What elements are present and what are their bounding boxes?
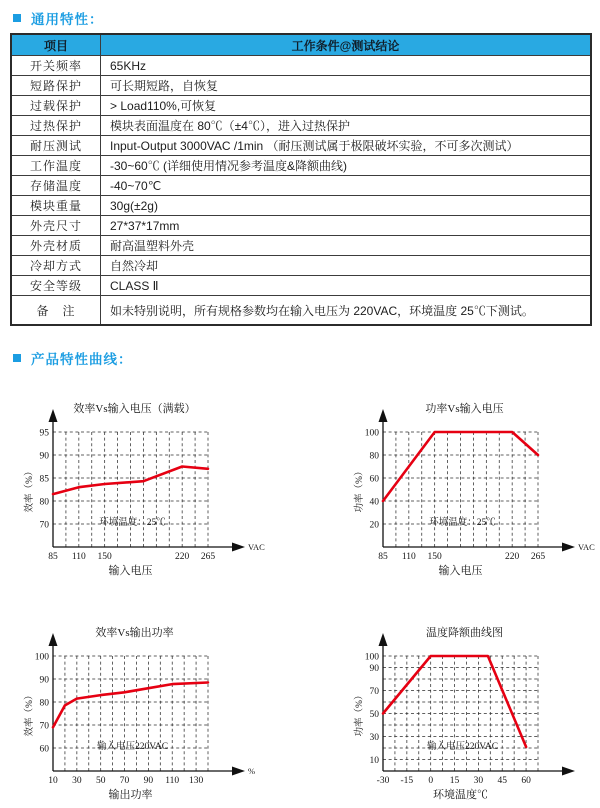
row-value: 耐高温塑料外壳 (101, 236, 592, 256)
table-row (11, 196, 591, 216)
row-label: 冷却方式 (11, 256, 101, 276)
section-title: 产品特性曲线： (31, 352, 133, 367)
y-tick-label: 50 (369, 709, 379, 720)
row-label: 备 注 (11, 296, 101, 326)
x-tick-label: 130 (188, 776, 204, 786)
table-row (11, 256, 591, 276)
x-tick-label: 220 (175, 552, 190, 562)
row-label: 外壳材质 (11, 236, 101, 256)
chart-efficiency-vs-input-voltage (20, 396, 270, 584)
x-axis-unit: VAC (248, 542, 265, 552)
x-tick-label: 0 (428, 776, 434, 786)
chart-title: 效率Vs输入电压（满载） (73, 403, 196, 415)
x-axis-unit: % (248, 766, 256, 776)
y-axis-label: 效率（%） (25, 690, 35, 737)
y-tick-label: 20 (369, 520, 379, 531)
section-general-features (13, 8, 104, 28)
x-tick-label: 110 (401, 552, 416, 562)
y-axis-label: 功率（%） (355, 466, 365, 513)
chart-canvas (350, 620, 600, 808)
y-axis-arrow-icon (379, 633, 388, 646)
x-axis-arrow-icon (562, 543, 575, 552)
x-tick-label: -15 (400, 776, 414, 786)
chart-title: 功率Vs输入电压 (425, 403, 504, 415)
chart-canvas (350, 396, 600, 584)
chart-canvas (20, 396, 270, 584)
spec-table (10, 33, 592, 326)
x-axis-arrow-icon (232, 543, 245, 552)
x-tick-label: 85 (48, 552, 58, 562)
row-label: 外壳尺寸 (11, 216, 101, 236)
x-axis-label: 输入电压 (108, 565, 153, 577)
spec-table-body (11, 56, 591, 326)
y-axis-arrow-icon (49, 633, 58, 646)
chart-title: 效率Vs输出功率 (95, 627, 174, 639)
y-tick-label: 85 (39, 474, 49, 485)
y-tick-label: 80 (39, 497, 49, 508)
section-title: 通用特性： (31, 12, 104, 27)
table-row (11, 96, 591, 116)
x-axis-unit: VAC (578, 542, 595, 552)
bullet-icon (13, 14, 21, 22)
x-tick-label: 90 (143, 776, 154, 786)
row-label: 过载保护 (11, 96, 101, 116)
x-tick-label: 265 (530, 552, 546, 562)
x-tick-label: 60 (521, 776, 531, 786)
x-tick-label: 220 (505, 552, 520, 562)
table-header-row (11, 34, 591, 56)
row-label: 耐压测试 (11, 136, 101, 156)
y-tick-label: 90 (369, 663, 379, 674)
x-tick-label: 85 (378, 552, 388, 562)
row-label: 存储温度 (11, 176, 101, 196)
row-value: CLASS Ⅱ (101, 276, 592, 296)
chart-title: 温度降额曲线图 (426, 627, 503, 639)
table-row (11, 56, 591, 76)
x-axis-label: 环境温度℃ (433, 789, 488, 801)
row-value: 自然冷却 (101, 256, 592, 276)
y-axis-arrow-icon (379, 409, 388, 422)
header-conditions: 工作条件@测试结论 (101, 34, 592, 56)
table-row (11, 236, 591, 256)
chart-annotation: 输入电压220VAC (426, 742, 499, 752)
table-row (11, 216, 591, 236)
y-tick-label: 40 (369, 497, 379, 508)
row-label: 开关频率 (11, 56, 101, 76)
y-tick-label: 60 (39, 744, 49, 755)
x-tick-label: 30 (473, 776, 484, 786)
row-value: -30~60℃ (详细使用情况参考温度&降额曲线) (101, 156, 592, 176)
y-tick-label: 100 (364, 652, 379, 663)
chart-annotation: 输入电压220VAC (96, 742, 169, 752)
table-row (11, 276, 591, 296)
chart-annotation: 环境温度：25℃ (99, 518, 166, 528)
y-tick-label: 80 (369, 451, 379, 462)
row-value: 30g(±2g) (101, 196, 592, 216)
y-tick-label: 80 (39, 698, 49, 709)
table-row (11, 176, 591, 196)
y-tick-label: 90 (39, 675, 49, 686)
x-tick-label: 150 (427, 552, 442, 562)
chart-temperature-derating (350, 620, 600, 808)
x-tick-label: 150 (97, 552, 112, 562)
x-axis-arrow-icon (562, 767, 575, 776)
row-label: 短路保护 (11, 76, 101, 96)
x-axis-label: 输入电压 (438, 565, 483, 577)
row-value: 可长期短路，自恢复 (101, 76, 592, 96)
y-tick-label: 70 (369, 686, 379, 697)
x-tick-label: 110 (165, 776, 180, 786)
bullet-icon (13, 354, 21, 362)
y-tick-label: 90 (39, 451, 49, 462)
table-row (11, 76, 591, 96)
y-axis-label: 功率（%） (355, 690, 365, 737)
y-tick-label: 10 (369, 755, 379, 766)
x-tick-label: -30 (376, 776, 390, 786)
chart-canvas (20, 620, 270, 808)
x-tick-label: 110 (71, 552, 86, 562)
y-tick-label: 70 (39, 520, 49, 531)
row-value: > Load110%,可恢复 (101, 96, 592, 116)
row-value: -40~70℃ (101, 176, 592, 196)
y-tick-label: 100 (34, 652, 49, 663)
chart-power-vs-input-voltage (350, 396, 600, 584)
section-characteristic-curves (13, 348, 133, 368)
x-tick-label: 265 (200, 552, 216, 562)
y-tick-label: 100 (364, 428, 379, 439)
y-tick-label: 70 (39, 721, 49, 732)
row-value: 27*37*17mm (101, 216, 592, 236)
x-tick-label: 70 (119, 776, 130, 786)
x-tick-label: 45 (497, 776, 507, 786)
row-value: 如未特别说明，所有规格参数均在输入电压为 220VAC，环境温度 25℃下测试。 (101, 296, 592, 326)
row-label: 模块重量 (11, 196, 101, 216)
table-row (11, 156, 591, 176)
row-value: Input-Output 3000VAC /1min （耐压测试属于极限破坏实验，不可多次测试） (101, 136, 592, 156)
row-label: 安全等级 (11, 276, 101, 296)
x-axis-label: 输出功率 (108, 789, 153, 801)
table-row (11, 136, 591, 156)
x-tick-label: 10 (48, 776, 58, 786)
table-row (11, 116, 591, 136)
x-axis-arrow-icon (232, 767, 245, 776)
y-tick-label: 30 (369, 732, 379, 743)
curve-line (53, 683, 208, 728)
x-tick-label: 50 (95, 776, 106, 786)
row-value: 模块表面温度在 80℃（±4℃），进入过热保护 (101, 116, 592, 136)
x-tick-label: 30 (72, 776, 82, 786)
y-tick-label: 95 (39, 428, 49, 439)
row-label: 工作温度 (11, 156, 101, 176)
chart-annotation: 环境温度：25℃ (429, 518, 496, 528)
x-tick-label: 15 (449, 776, 460, 786)
header-item: 项目 (11, 34, 101, 56)
row-value: 65KHz (101, 56, 592, 76)
y-axis-arrow-icon (49, 409, 58, 422)
chart-efficiency-vs-output-power (20, 620, 270, 808)
row-label: 过热保护 (11, 116, 101, 136)
y-tick-label: 60 (369, 474, 379, 485)
y-axis-label: 效率（%） (25, 466, 35, 513)
table-row (11, 296, 591, 326)
